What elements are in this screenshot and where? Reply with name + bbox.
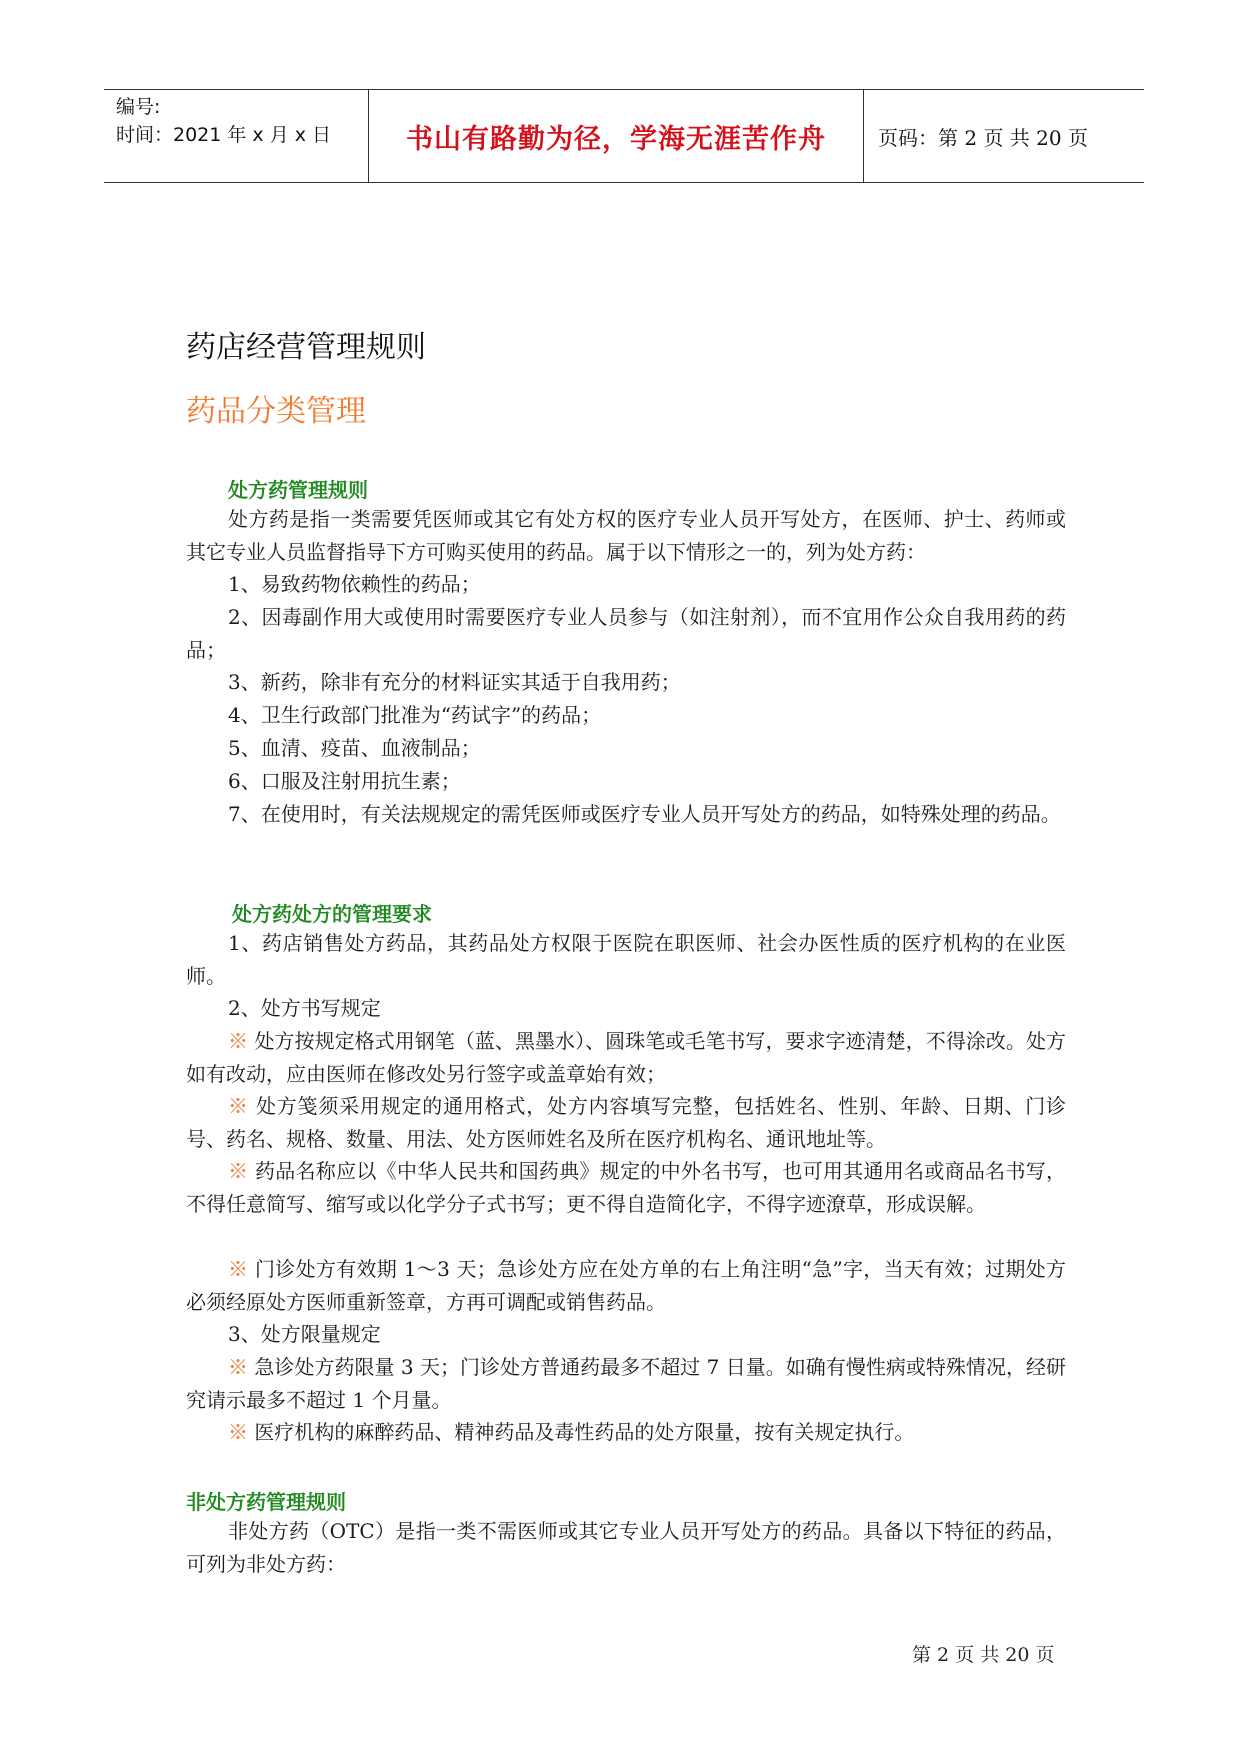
document-subtitle: 药品分类管理	[186, 394, 366, 429]
bullet-item	[186, 1253, 1066, 1318]
bullet-item	[186, 1416, 1066, 1449]
section-heading-otc-rules: 非处方药管理规则	[186, 1490, 346, 1514]
section-heading-prescription-rules: 处方药管理规则	[228, 478, 368, 502]
header-meta-cell	[104, 90, 369, 182]
bullet-item	[186, 1155, 1066, 1220]
bullet-text: 门诊处方有效期 1～3 天；急诊处方应在处方单的右上角注明“急”字，当天有效；过期处方必须经原处方医师重新签章，方再可调配或销售药品。	[186, 1257, 1067, 1314]
list-item: 1、易致药物依赖性的药品；	[228, 572, 481, 596]
bullet-text: 医疗机构的麻醉药品、精神药品及毒性药品的处方限量，按有关规定执行。	[254, 1420, 915, 1444]
page-info: 页码：第 2 页 共 20 页	[878, 125, 1088, 150]
bullet-item	[186, 1090, 1066, 1155]
motto: 书山有路勤为径，学海无涯苦作舟	[406, 123, 826, 155]
header-motto-cell	[369, 90, 864, 182]
list-item: 6、口服及注射用抗生素；	[228, 769, 461, 793]
document-title: 药店经营管理规则	[186, 330, 426, 365]
bullet-mark-icon: ※	[228, 1094, 249, 1118]
paragraph: 3、处方限量规定	[228, 1322, 381, 1346]
bullet-text: 药品名称应以《中华人民共和国药典》规定的中外名书写，也可用其通用名或商品名书写，不得任意简写、缩写或以化学分子式书写；更不得自造简化字，不得字迹潦草，形成误解。	[186, 1159, 1067, 1216]
paragraph: 2、处方书写规定	[228, 996, 381, 1020]
bullet-mark-icon: ※	[228, 1029, 249, 1053]
bullet-mark-icon: ※	[228, 1257, 249, 1281]
list-item: 7、在使用时，有关法规规定的需凭医师或医疗专业人员开写处方的药品，如特殊处理的药品。	[228, 802, 1061, 826]
header-page-cell	[864, 90, 1144, 182]
paragraph: 处方药是指一类需要凭医师或其它有处方权的医疗专业人员开写处方，在医师、护士、药师或其它专业人员监督指导下方可购买使用的药品。属于以下情形之一的，列为处方药：	[186, 507, 1066, 564]
bullet-text: 处方按规定格式用钢笔（蓝、黑墨水）、圆珠笔或毛笔书写，要求字迹清楚，不得涂改。处方如有改动，应由医师在修改处另行签字或盖章始有效；	[186, 1029, 1067, 1086]
bullet-text: 处方笺须采用规定的通用格式，处方内容填写完整，包括姓名、性别、年龄、日期、门诊号、药名、规格、数量、用法、处方医师姓名及所在医疗机构名、通讯地址等。	[186, 1094, 1067, 1151]
bullet-text: 急诊处方药限量 3 天；门诊处方普通药最多不超过 7 日量。如确有慢性病或特殊情况，经研究请示最多不超过 1 个月量。	[186, 1355, 1066, 1412]
page-header	[104, 89, 1144, 183]
bullet-mark-icon: ※	[228, 1355, 249, 1379]
page-footer: 第 2 页 共 20 页	[912, 1644, 1055, 1666]
bullet-mark-icon: ※	[228, 1159, 249, 1183]
bullet-mark-icon: ※	[228, 1420, 248, 1444]
list-item: 3、新药，除非有充分的材料证实其适于自我用药；	[228, 670, 681, 694]
list-item: 2、因毒副作用大或使用时需要医疗专业人员参与（如注射剂），而不宜用作公众自我用药的药品；	[186, 605, 1066, 662]
bullet-item	[186, 1351, 1066, 1416]
time-label: 时间：2021 年 x 月 x 日	[116, 124, 332, 146]
list-item: 4、卫生行政部门批准为“药试字”的药品；	[228, 703, 602, 727]
paragraph: 非处方药（OTC）是指一类不需医师或其它专业人员开写处方的药品。具备以下特征的药品，可列为非处方药：	[186, 1519, 1066, 1576]
bullet-item	[186, 1025, 1066, 1090]
section-heading-prescription-requirements: 处方药处方的管理要求	[232, 902, 432, 926]
paragraph: 1、药店销售处方药品，其药品处方权限于医院在职医师、社会办医性质的医疗机构的在业医师。	[186, 931, 1066, 988]
list-item: 5、血清、疫苗、血液制品；	[228, 736, 481, 760]
number-label: 编号:	[116, 96, 161, 118]
